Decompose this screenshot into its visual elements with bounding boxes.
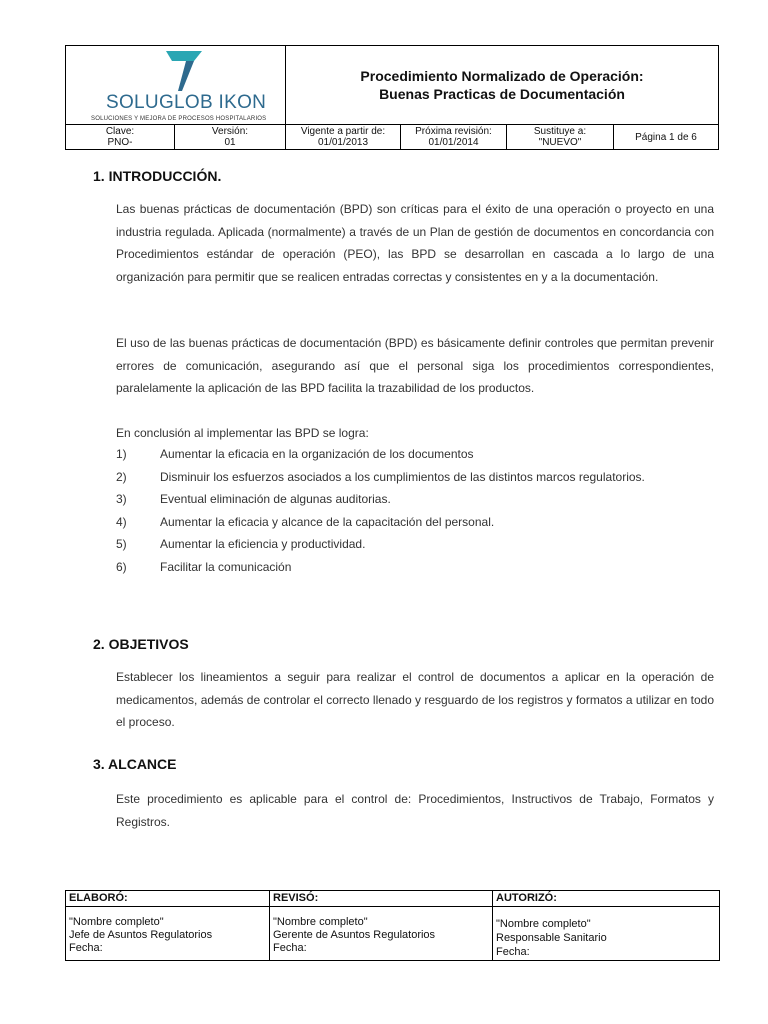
field-label: Sustituye a: (533, 126, 587, 137)
section-title-introduccion: 1. INTRODUCCIÓN. (93, 168, 222, 184)
signature-date: Fecha: (273, 942, 307, 954)
list-text: Disminuir los esfuerzos asociados a los cumplimientos de las distintos marcos regulatorios. (160, 469, 645, 484)
signature-role: Responsable Sanitario (496, 932, 607, 944)
list-text: Eventual eliminación de algunas auditorias. (160, 492, 391, 506)
field-value: PNO- (107, 137, 133, 148)
list-text: Aumentar la eficacia en la organización de los documentos (160, 447, 474, 461)
list-item (116, 556, 716, 579)
title-line-1: Procedimiento Normalizado de Operación: (360, 68, 644, 84)
document-header-table (65, 45, 719, 150)
field-value: 01/01/2014 (428, 137, 479, 148)
signature-name: "Nombre completo" (496, 918, 591, 930)
list-number: 4) (116, 514, 127, 529)
signature-head: AUTORIZÓ: (493, 891, 719, 907)
field-label: Clave: (105, 126, 135, 137)
field-vigente (286, 125, 401, 149)
signature-name: "Nombre completo" (273, 916, 368, 928)
field-proxima-revision (401, 125, 507, 149)
field-value: "NUEVO" (538, 137, 582, 148)
logo-cell (66, 46, 286, 124)
title-line-2: Buenas Practicas de Documentación (379, 86, 625, 102)
list-number: 5) (116, 537, 127, 551)
signature-role: Gerente de Asuntos Regulatorios (273, 929, 436, 941)
list-item (116, 443, 716, 466)
signature-name: "Nombre completo" (69, 916, 164, 928)
signature-date: Fecha: (496, 946, 530, 958)
list-item (116, 466, 716, 489)
field-clave (66, 125, 175, 149)
signature-table (65, 890, 720, 961)
field-label: Próxima revisión: (415, 126, 492, 137)
intro-paragraph-1: Las buenas prácticas de documentación (BPD) son críticas para el éxito de una operación o proyecto en una industria regulada. Aplicada (normalmente) a través de un Plan de gestión de documentos en concordancia con Procedimientos estándar de operación (PEO), las BPD se desarrollan en cascada a lo largo de una organización para permitir que se realicen entradas correctas y consistentes en y a la documentación. (116, 202, 714, 284)
list-number: 2) (116, 469, 127, 484)
field-value: 01/01/2013 (317, 137, 369, 148)
logo-name: SOLUGLOB IKON (106, 92, 267, 113)
logo-subtitle: SOLUCIONES Y MEJORA DE PROCESOS HOSPITALARIOS (91, 116, 267, 122)
field-label: Versión: (211, 126, 249, 137)
list-text: Facilitar la comunicación (160, 559, 292, 574)
field-value: 01 (224, 137, 236, 148)
signature-date: Fecha: (69, 942, 103, 954)
objetivos-paragraph: Establecer los lineamientos a seguir para realizar el control de documentos a aplicar en la operación de medicamentos, además de controlar el correcto llenado y resguardo de los registros y formatos a utilizar en todo el proceso. (116, 670, 714, 729)
list-number: 3) (116, 492, 127, 506)
field-sustituye (507, 125, 614, 149)
list-text: Aumentar la eficiencia y productividad. (160, 537, 366, 551)
section-title-objetivos: 2. OBJETIVOS (93, 636, 189, 652)
list-number: 1) (116, 447, 127, 461)
list-number: 6) (116, 559, 127, 574)
list-item (116, 488, 716, 511)
alcance-paragraph: Este procedimiento es aplicable para el control de: Procedimientos, Instructivos de Trabajo, Formatos y Registros. (116, 792, 714, 829)
signature-reviso (270, 891, 493, 960)
signature-head: ELABORÓ: (66, 891, 269, 907)
benefits-list (116, 443, 716, 578)
header-fields-row (66, 124, 718, 149)
field-version (175, 125, 286, 149)
document-title (286, 46, 718, 124)
soluglob-logo-icon (164, 49, 204, 93)
signature-role: Jefe de Asuntos Regulatorios (69, 929, 213, 941)
signature-autorizo (493, 891, 719, 960)
page-number: Página 1 de 6 (635, 131, 697, 143)
field-pagina (614, 125, 718, 149)
signature-head: REVISÓ: (270, 891, 492, 907)
list-item (116, 511, 716, 534)
list-item (116, 533, 716, 556)
section-title-alcance: 3. ALCANCE (93, 756, 177, 772)
signature-elaboro (66, 891, 270, 960)
intro-paragraph-2: El uso de las buenas prácticas de documentación (BPD) es básicamente definir controles que permitan prevenir errores de comunicación, asegurando así que el personal siga los procedimientos correspondientes, paralelamente la aplicación de las BPD facilita la trazabilidad de los productos. (116, 336, 714, 395)
list-text: Aumentar la eficacia y alcance de la capacitación del personal. (160, 514, 495, 529)
field-label: Vigente a partir de: (300, 126, 386, 137)
intro-paragraph-3: En conclusión al implementar las BPD se logra: (116, 426, 369, 440)
